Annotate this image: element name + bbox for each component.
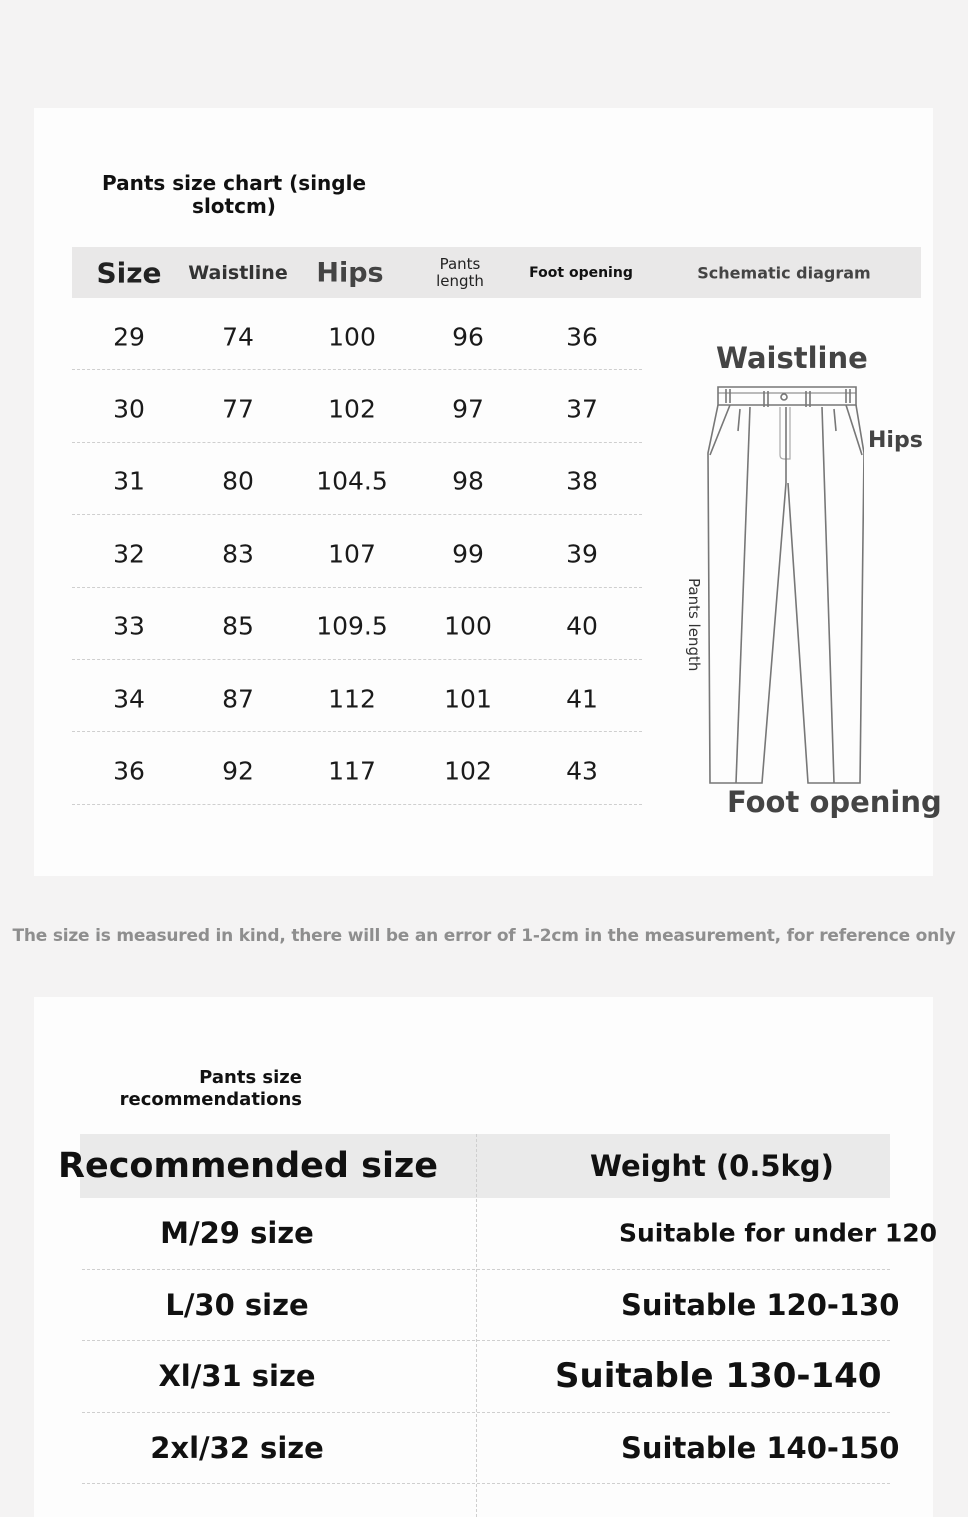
header-hips: Hips (316, 257, 384, 288)
size-chart-title: Pants size chart (single slotcm) (101, 171, 367, 218)
cell-hips: 109.5 (316, 611, 388, 641)
cell-waistline: 87 (222, 684, 254, 714)
diagram-hips-label: Hips (868, 428, 923, 453)
cell-waistline: 83 (222, 539, 254, 569)
cell-foot-opening: 36 (566, 322, 598, 352)
header-foot-opening: Foot opening (529, 264, 633, 281)
table-row (72, 660, 642, 732)
cell-pants-length: 101 (444, 684, 492, 714)
cell-hips: 100 (328, 322, 376, 352)
size-chart-body (72, 298, 642, 805)
table-row (82, 1341, 890, 1413)
cell-foot-opening: 38 (566, 466, 598, 496)
cell-waistline: 77 (222, 394, 254, 424)
cell-recommended-size: M/29 size (160, 1216, 314, 1251)
cell-pants-length: 98 (452, 466, 484, 496)
cell-weight: Suitable 140-150 (621, 1430, 900, 1465)
table-row (82, 1270, 900, 1342)
cell-foot-opening: 41 (566, 684, 598, 714)
cell-foot-opening: 43 (566, 756, 598, 786)
table-row (82, 1413, 900, 1485)
cell-waistline: 85 (222, 611, 254, 641)
header-weight: Weight (0.5kg) (590, 1149, 834, 1183)
recommendations-header (58, 1134, 890, 1198)
table-row (72, 298, 642, 370)
diagram-waistline-label: Waistline (716, 341, 868, 375)
cell-waistline: 74 (222, 322, 254, 352)
diagram-foot-opening-label: Foot opening (727, 785, 942, 819)
cell-waistline: 80 (222, 466, 254, 496)
header-waistline: Waistline (188, 261, 288, 284)
cell-weight: Suitable 130-140 (555, 1356, 882, 1397)
size-chart-header (72, 247, 921, 298)
schematic-diagram (664, 333, 942, 833)
cell-hips: 117 (328, 756, 376, 786)
table-row (72, 515, 642, 587)
header-recommended-size: Recommended size (58, 1146, 439, 1186)
cell-size: 30 (113, 394, 145, 424)
header-size: Size (96, 256, 162, 289)
cell-size: 34 (113, 684, 145, 714)
cell-weight: Suitable 120-130 (621, 1287, 900, 1322)
cell-foot-opening: 40 (566, 611, 598, 641)
table-row (72, 588, 642, 660)
table-row (72, 443, 642, 515)
cell-pants-length: 96 (452, 322, 484, 352)
cell-size: 36 (113, 756, 145, 786)
header-schematic-diagram: Schematic diagram (697, 263, 871, 282)
recommendations-body (82, 1198, 938, 1484)
cell-size: 31 (113, 466, 145, 496)
cell-pants-length: 100 (444, 611, 492, 641)
size-chart-card (34, 108, 942, 876)
cell-foot-opening: 39 (566, 539, 598, 569)
table-row (72, 370, 642, 442)
cell-pants-length: 102 (444, 756, 492, 786)
cell-hips: 104.5 (316, 466, 388, 496)
cell-pants-length: 99 (452, 539, 484, 569)
cell-hips: 112 (328, 684, 376, 714)
cell-weight: Suitable for under 120 (619, 1218, 938, 1248)
cell-hips: 107 (328, 539, 376, 569)
table-row (82, 1198, 938, 1270)
header-pants-length: Pants length (436, 254, 484, 290)
measurement-note: The size is measured in kind, there will be an error of 1-2cm in the measurement, for reference only (12, 926, 956, 946)
table-row (72, 732, 642, 804)
cell-hips: 102 (328, 394, 376, 424)
cell-recommended-size: Xl/31 size (158, 1359, 316, 1394)
pants-outline-icon (704, 383, 864, 793)
cell-size: 33 (113, 611, 145, 641)
cell-waistline: 92 (222, 756, 254, 786)
cell-recommended-size: L/30 size (165, 1287, 309, 1322)
cell-recommended-size: 2xl/32 size (150, 1430, 324, 1465)
cell-foot-opening: 37 (566, 394, 598, 424)
diagram-pants-length-label: Pants length (685, 578, 703, 672)
recommendations-card (34, 997, 938, 1517)
cell-pants-length: 97 (452, 394, 484, 424)
recommendations-title: Pants size recommendations (119, 1067, 302, 1110)
cell-size: 29 (113, 322, 145, 352)
cell-size: 32 (113, 539, 145, 569)
